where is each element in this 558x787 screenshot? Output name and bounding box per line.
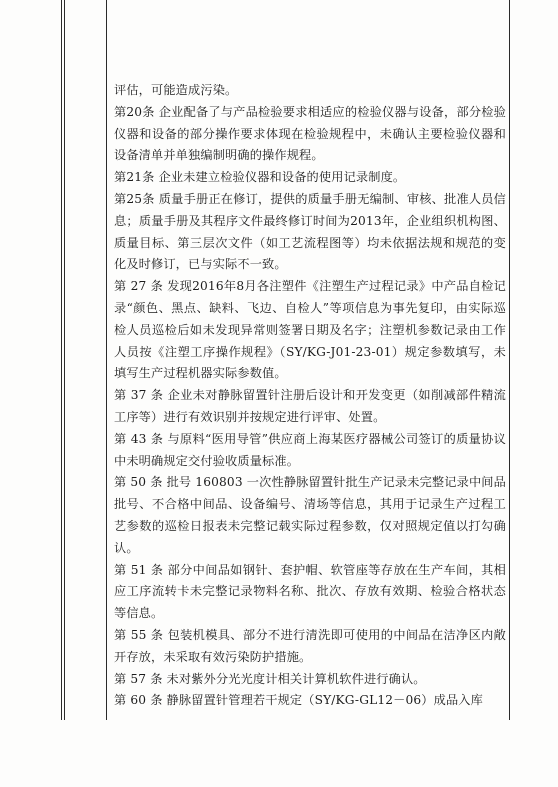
table-border-left-inner: [64, 0, 65, 720]
clause-37: 第 37 条 企业未对静脉留置针注册后设计和开发变更（如削减部件精流工序等）进行有效识别并按规定进行评审、处置。: [114, 388, 506, 424]
clause-51: 第 51 条 部分中间品如钢针、套护帽、软管座等存放在生产车间，其相应工序流转卡未完整记录物料名称、批次、存放有效期、检验合格状态等信息。: [114, 562, 506, 621]
clause-43: 第 43 条 与原料“医用导管”供应商上海某医疗器械公司签订的质量协议中未明确规定交付验收质量标准。: [114, 431, 506, 468]
findings-text-column: [114, 80, 506, 712]
clause-25: 第25条 质量手册正在修订，提供的质量手册无编制、审核、批准人员信息；质量手册及其程序文件最终修订时间为2013年，企业组织机构图、质量目标、第三层次文件（如工艺流程图等）均未依据法规和规范的变化及时修订，已与实际不一致。: [114, 191, 506, 272]
table-border-right: [509, 0, 510, 720]
table-column-divider: [106, 0, 107, 720]
clause-50: 第 50 条 批号 160803 一次性静脉留置针批生产记录未完整记录中间品批号、不合格中间品、设备编号、清场等信息，其用于记录生产过程工艺参数的巡检日报表未完整记载实际过程参数，仅对照规定值以打勾确认。: [114, 475, 506, 555]
clause-57: 第 57 条 未对紫外分光光度计相关计算机软件进行确认。: [114, 671, 426, 686]
table-border-left-outer: [61, 0, 62, 720]
clause-20: 第20条 企业配备了与产品检验要求相适应的检验仪器与设备，部分检验仪器和设备的部分操作要求体现在检验规程中，未确认主要检验仪器和设备清单并单独编制明确的操作规程。: [114, 104, 506, 163]
clause-60: 第 60 条 静脉留置针管理若干规定（SY/KG-GL12－06）成品入库: [114, 693, 483, 708]
clause-21: 第21条 企业未建立检验仪器和设备的使用记录制度。: [114, 170, 406, 185]
clause-55: 第 55 条 包装机模具、部分不进行清洗即可使用的中间品在洁净区内敞开存放，未采取有效污染防护措施。: [114, 627, 506, 664]
clause-27: 第 27 条 发现2016年8月各注塑件《注塑生产过程记录》中产品自检记录“颜色、黑点、缺料、飞边、自检人”等项信息为事先复印，由实际巡检人员巡检后如未发现异常则签署日期及名字；注塑机参数记录由工作人员按《注塑工序操作规程》（SY/KG-J01-23-01）规定参数填写，未填写生产过程机器实际参数值。: [114, 279, 506, 381]
clause-continuation: 评估，可能造成污染。: [114, 83, 238, 97]
